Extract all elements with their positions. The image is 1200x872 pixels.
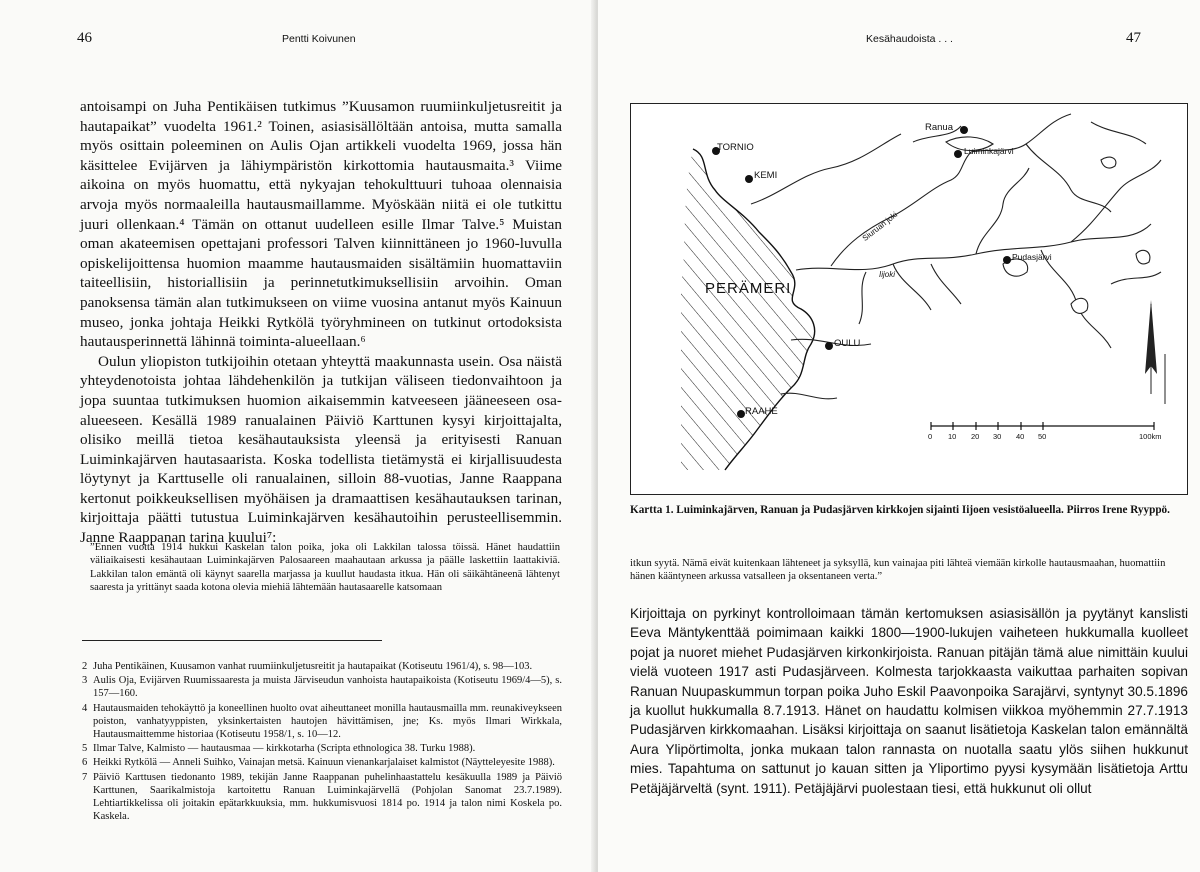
footnote-item: [82, 702, 562, 742]
body-paragraph: Kirjoittaja on pyrkinyt kontrolloimaan tämän kertomuksen asiasisällön ja pyytänyt kanslisti Eeva Mäntykenttää poimimaan kaikki 1800—1900-lukujen vaiheteen hukkumalla kuolleet pojat ja nuoret miehet Pudasjärven kirkonkirjoista. Ranuan pitäjän tämä alue nimittäin kuului vielä vuoteen 1917 asti Pudasjärveen. Kolmesta tarjokkaasta vaikuttaa parhaiten sopivan Ranuan Nuupaskummun torpan poika Juho Eskil Paavonpoika Sarajärvi, syntynyt 30.5.1896 ja kuollut hukkumalla 8.7.1913. Hänet on haudattu kolmisen viikkoa myöhemmin 27.7.1913 Pudasjärven kirkkomaahan. Lisäksi kirjoittaja on saanut lisätietoja Kaskelan talon emännältä Aura Ylipörtimolta, jonka mukaan talon rannasta on nuotalla saatu ylös siihen hukkunut mies. Tapahtuma on sattunut jo kauan sitten ja Yliportimo pyysi kysymään lisätietoja Arttu Petäjäjärveltä (synt. 1911). Petäjäjärvi puolestaan tiesi, että hukkunut oli ollut: [630, 606, 1188, 796]
left-page-number: 46: [77, 30, 92, 46]
footnote-number: 3: [82, 675, 88, 687]
place-label-raahe: RAAHE: [745, 406, 778, 417]
right-body-text: [630, 604, 1188, 798]
sea-hatch: [681, 149, 815, 470]
place-marker-luiminkajarvi: [954, 150, 962, 158]
block-quote: ”Ennen vuotta 1914 hukkui Kaskelan talon poika, joka oli Lakkilan talossa töissä. Hänet haudattiin väliaikaisesti kesähautaan Luiminkajärven Palosaareen maahautaan arkussa ja päälle laskettiin laattakiviä. Lakkilan talon emäntä oli käynyt saarella marjassa ja kuullut haudasta itkua. Hän oli säikähtäneenä lähtenyt saaresta ja yrittänyt saada kotona olevia miehiä lähtemään hautasaarelle katsomaan: [90, 542, 560, 594]
footnote-text: Päiviö Karttusen tiedonanto 1989, tekijän Janne Raappanan puhelinhaastattelu kesäkuulla 1989 ja Päiviö Karttunen, Saarikalmistoja kartoitettu Ranuan Luiminkajärvellä (Pohjolan Sanomat 23.7.1989). Lehtiartikkelissa oli joitakin epätarkkuuksia, mm. hukkumisvuosi 1814 po. 1914 ja talon nimi Koskela po. Kaskela.: [93, 771, 562, 823]
place-label-pudasjarvi: Pudasjärvi: [1012, 252, 1052, 262]
body-paragraph: antoisampi on Juha Pentikäisen tutkimus ”Kuusamon ruumiinkuljetusreitit ja hautapaikat” vuodelta 1961.² Toinen, asiasisällöltään antoisa, mutta samalla myös osittain poleeminen on Aulis Ojan artikkeli vuodelta 1969, jossa hän käsittelee Evijärven ja lähiympäristön kirkottomia hautausmaita.³ Viime aikoina on myös huomattu, että nykyajan tehokulttuuri tuhoaa olennaisia arvoja myös normaaleilla hautausmaillamme. Myöskään niitä ei ole tutkittu juuri ollenkaan.⁴ Tämän on ottanut uudelleen esille Ilmar Talve.⁵ Muistan oman akateemisen opettajani professori Talven kiinnittäneen jo 1960-luvulla opiskelijoittensa huomion maamme hautausmaiden sisältämiin huomattaviin taiteellisiin, historiallisiin ja perinnetutkimuksellisiin arvoihin. Oman panoksensa tämän alan tutkimukseen on viime vuosina antanut myös Kainuun museo, jonka johtaja Heikki Rytkölä työryhmineen on tutkinut ortodoksista hautausperinnettä lähinnä toiminta-alueellaan.⁶: [80, 98, 562, 351]
place-marker-raahe: [737, 410, 745, 418]
left-body-text: [80, 97, 562, 548]
left-running-head: Pentti Koivunen: [282, 33, 356, 45]
footnote-divider: [82, 640, 382, 641]
right-page: [598, 0, 1200, 872]
scale-tick-label: 10: [948, 432, 957, 441]
body-paragraph: Oulun yliopiston tutkijoihin otetaan yhteyttä maakunnasta usein. Osa näistä yhteydenotoista johtaa lähdehenkilön ja tutkijan väliseen tiedonvaihtoon ja jopa suuntaa tutkimuksen huomion aikaisemmin katveeseen jääneeseen osa-alueeseen. Kesällä 1989 ranualainen Päiviö Karttunen kysyi kirjoittajalta, olisiko meillä tietoa kesähautauksista yleensä ja erityisesti Ranuan Luiminkajärven hautasaarista. Koska todellista tietämystä ei kirjallisuudesta löytynyt ja Karttuselle oli ranualainen, silloin 88-vuotias, Janne Raappana kertonut poikkeuksellisen myöhäisen ja dramaattisen kesähautauksen tarinan, kirjoittaja päätti tutustua Luiminkajärven kesähautoihin perusteellisemmin. Janne Raappanan tarina kuului⁷:: [80, 352, 562, 547]
footnote-number: 7: [82, 771, 88, 783]
footnote-text: Ilmar Talve, Kalmisto — hautausmaa — kirkkotarha (Scripta ethnologica 38. Turku 1988).: [93, 743, 476, 755]
scale-tick-label: 0: [928, 432, 933, 441]
scale-tick-label: 40: [1016, 432, 1025, 441]
place-marker-kemi: [745, 175, 753, 183]
scale-bar: [931, 422, 1154, 430]
footnote-item: [82, 771, 562, 824]
river-label-siuruan: Siuruan joki: [860, 210, 900, 243]
footnote-number: 4: [82, 702, 88, 714]
footnote-number: 6: [82, 757, 88, 769]
map-drawing: [631, 104, 1187, 494]
map-figure: [630, 103, 1188, 495]
place-label-oulu: OULU: [834, 338, 861, 349]
left-page: [0, 0, 598, 872]
footnote-item: [82, 756, 562, 769]
river-iijoki: [796, 224, 1151, 270]
right-running-head: Kesähaudoista . . .: [866, 33, 953, 45]
footnote-number: 5: [82, 743, 88, 755]
footnote-number: 2: [82, 661, 88, 672]
scale-tick-label: 50: [1038, 432, 1047, 441]
footnote-item: [82, 674, 562, 700]
footnote-text: Aulis Oja, Evijärven Ruumissaaresta ja muista Järviseudun vanhoista hautapaikoista (Kotiseutu 1969/4—5), s. 157—160.: [93, 675, 562, 700]
lakes: [946, 137, 1150, 313]
river-siuruan: [831, 152, 971, 266]
footnote-text: Heikki Rytkölä — Anneli Suihko, Vainajan metsä. Kainuun vienankarjalaiset kalmistot (Näytteleyesite 1988).: [93, 757, 555, 769]
block-quote-continued: itkun syytä. Nämä eivät kuitenkaan lähteneet ja syksyllä, kun vainajaa piti lähteä viemään kirkolle hautausmaahan, huomattiin hänen kääntyneen arkussa vatsalleen ja oksentaneen verta.”: [630, 558, 1166, 583]
place-marker-oulu: [825, 342, 833, 350]
place-label-ranua: Ranua: [925, 122, 953, 133]
river-label-iijoki: Iijoki: [879, 270, 896, 279]
footnote-text: Juha Pentikäinen, Kuusamon vanhat ruumiinkuljetusreitit ja hautapaikat (Kotiseutu 1961/4), s. 98—103.: [93, 661, 533, 672]
right-page-number: 47: [1126, 30, 1141, 46]
scale-tick-label: 100km: [1139, 432, 1162, 441]
footnote-item: [82, 660, 562, 673]
place-marker-ranua: [960, 126, 968, 134]
sea-label: PERÄMERI: [705, 280, 792, 297]
place-label-luiminkajarvi: Luiminkajärvi: [964, 146, 1014, 156]
footnote-item: [82, 742, 562, 755]
footnotes: [82, 660, 562, 824]
footnote-text: Hautausmaiden tehokäyttö ja koneellinen huolto ovat aiheuttaneet monilla hautausmailla mm. reunakiveykseen poiston, vanhatyyppisten, yksinkertaisten hautojen hävittämisen, jne; Ks. myös Ilmari Wirkkala, Hautausmaittemme historiaa (Kotiseutu 1958/1, s. 10—12.: [93, 702, 562, 741]
map-caption: Kartta 1. Luiminkajärven, Ranuan ja Pudasjärven kirkkojen sijainti Iijoen vesistöalueella. Piirros Irene Ryyppö.: [630, 504, 1170, 516]
place-marker-pudasjarvi: [1003, 256, 1011, 264]
place-label-kemi: KEMI: [754, 170, 778, 181]
scale-tick-label: 20: [971, 432, 980, 441]
scale-tick-label: 30: [993, 432, 1002, 441]
place-label-tornio: TORNIO: [717, 142, 754, 153]
